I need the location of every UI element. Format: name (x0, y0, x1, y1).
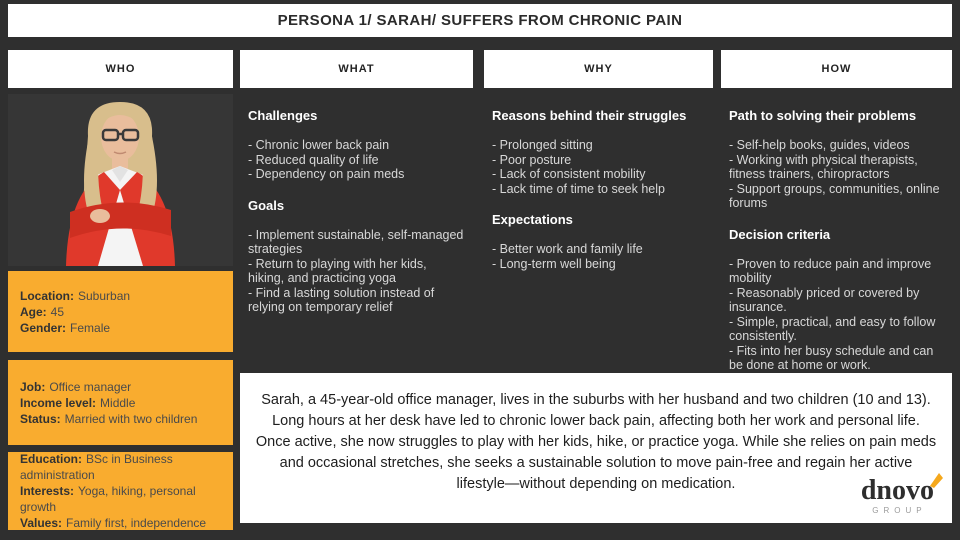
woman-portrait-illustration (8, 94, 233, 266)
field-income-value: Middle (100, 395, 136, 410)
logo-wordmark: dnovo (860, 475, 934, 506)
field-job-label: Job: (20, 379, 46, 394)
list-item: - Long-term well being (492, 256, 616, 271)
list-item: - Return to playing with her kids, hiking, and practicing yoga (248, 256, 427, 285)
field-education-value: BSc in Business administration (20, 452, 173, 482)
field-job (20, 379, 221, 395)
field-location-value: Suburban (78, 288, 131, 303)
page-title: PERSONA 1/ SARAH/ SUFFERS FROM CHRONIC PAIN (277, 12, 683, 29)
field-location-label: Location: (20, 288, 74, 303)
column-header-how-label: HOW (821, 63, 852, 75)
field-gender-value: Female (70, 320, 111, 335)
dnovo-logo (861, 477, 934, 515)
section-expectations (492, 212, 705, 271)
field-interests-value: Yoga, hiking, personal growth (20, 484, 196, 514)
field-gender-label: Gender: (20, 320, 67, 335)
section-challenges-heading: Challenges (248, 108, 318, 123)
section-decision-criteria (729, 227, 944, 373)
column-header-who-label: WHO (105, 63, 136, 75)
column-header-how (721, 50, 952, 88)
field-education (20, 451, 221, 483)
field-income-label: Income level: (20, 395, 97, 410)
column-header-why-label: WHY (584, 63, 613, 75)
summary-text: Sarah, a 45-year-old office manager, lives in the suburbs with her husband and two children (10 and 13). Long hours at her desk have led to chronic lower back pain, affecting both her work and personal life. Once active, she now struggles to play with her kids, hike, or practice yoga. While she relies on pain meds and occasional stretches, she seeks a sustainable solution to move pain-free and regain her active lifestyle—without depending on medication. (255, 392, 937, 492)
section-reasons (492, 108, 705, 196)
title-bar (8, 4, 952, 37)
column-what (240, 95, 473, 315)
list-item: - Chronic lower back pain (248, 138, 390, 152)
info-box-work (8, 360, 233, 445)
column-why (484, 95, 713, 271)
list-item: - Self-help books, guides, videos (729, 138, 910, 152)
expectations-list (492, 242, 705, 271)
field-age-label: Age: (20, 304, 47, 319)
list-item: - Lack time of time to seek help (492, 181, 665, 196)
field-education-label: Education: (20, 452, 82, 466)
list-item: - Reduced quality of life (248, 152, 379, 167)
list-item: - Simple, practical, and easy to follow consistently. (729, 314, 936, 343)
list-item: - Reasonably priced or covered by insurance. (729, 285, 920, 314)
field-status-label: Status: (20, 411, 61, 426)
section-path (729, 108, 944, 211)
section-decision-criteria-heading: Decision criteria (729, 226, 831, 242)
list-item: - Support groups, communities, online forums (729, 181, 940, 210)
goals-list (248, 228, 465, 315)
logo-group-label: GROUP (872, 506, 927, 515)
list-item: - Fits into her busy schedule and can be done at home or work. (729, 343, 934, 372)
field-age-value: 45 (50, 304, 65, 319)
logo-wordmark-row (861, 477, 934, 505)
section-challenges (248, 108, 465, 182)
path-list (729, 138, 944, 211)
section-expectations-heading: Expectations (492, 212, 573, 227)
field-status (20, 411, 221, 427)
field-values (20, 515, 221, 531)
list-item: - Proven to reduce pain and improve mobility (729, 256, 932, 285)
column-how (721, 95, 952, 373)
column-header-why (484, 50, 713, 88)
section-goals-heading: Goals (248, 197, 285, 213)
field-age (20, 304, 221, 320)
list-item: - Implement sustainable, self-managed strategies (248, 227, 464, 256)
yellow-swoosh-icon (930, 473, 944, 489)
list-item: - Find a lasting solution instead of relying on temporary relief (248, 285, 435, 314)
decision-criteria-list (729, 257, 944, 373)
field-interests-label: Interests: (20, 484, 75, 498)
field-location (20, 288, 221, 304)
list-item: - Prolonged sitting (492, 138, 593, 152)
list-item: - Dependency on pain meds (248, 167, 405, 181)
challenges-list (248, 138, 465, 182)
info-box-background (8, 452, 233, 530)
list-item: - Better work and family life (492, 242, 643, 256)
column-header-what (240, 50, 473, 88)
persona-photo (8, 94, 233, 266)
column-header-what-label: WHAT (338, 63, 375, 75)
list-item: - Poor posture (492, 152, 572, 167)
summary-panel (240, 373, 952, 523)
field-income (20, 395, 221, 411)
reasons-list (492, 138, 705, 196)
field-values-value: Family first, independence (66, 516, 207, 530)
field-values-label: Values: (20, 516, 63, 530)
list-item: - Working with physical therapists, fitness trainers, chiropractors (729, 152, 918, 181)
field-job-value: Office manager (49, 379, 132, 394)
info-box-demographics (8, 271, 233, 352)
field-gender (20, 320, 221, 336)
section-reasons-heading: Reasons behind their struggles (492, 108, 687, 123)
list-item: - Lack of consistent mobility (492, 167, 646, 181)
section-path-heading: Path to solving their problems (729, 108, 917, 123)
field-status-value: Married with two children (64, 411, 198, 426)
section-goals (248, 198, 465, 315)
column-header-who (8, 50, 233, 88)
field-interests (20, 483, 221, 515)
